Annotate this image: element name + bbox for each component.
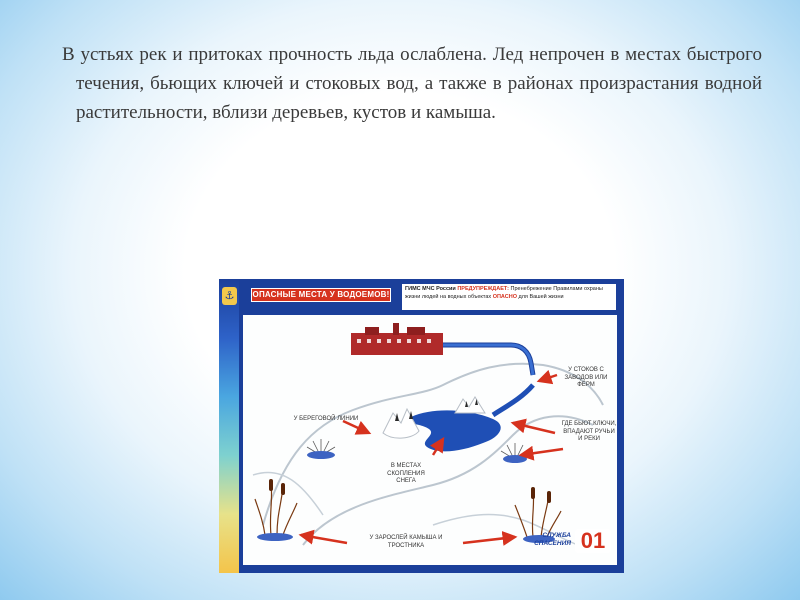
label-springs: ГДЕ БЬЮТ КЛЮЧИ, ВПАДАЮТ РУЧЬИ И РЕКИ bbox=[561, 421, 617, 442]
danger-poster bbox=[219, 279, 624, 573]
notice-danger: ОПАСНО bbox=[492, 294, 517, 300]
rescue-service-badge bbox=[527, 529, 611, 557]
poster-title: ОПАСНЫЕ МЕСТА У ВОДОЕМОВ! bbox=[251, 288, 391, 302]
poster-illustration bbox=[243, 315, 617, 565]
notice-warn: ПРЕДУПРЕЖДАЕТ: bbox=[457, 286, 509, 292]
slide-paragraph: В устьях рек и притоках прочность льда ослаблена. Лед непрочен в местах быстрого течения, бьющих ключей и стоковых вод, а также в районах произрастания водной растительности, вблизи деревьев, кустов и камыша. bbox=[62, 44, 762, 123]
notice-org: ГИМС МЧС России bbox=[405, 286, 456, 292]
notice-text-2: для Вашей жизни bbox=[518, 294, 564, 300]
label-drains: У СТОКОВ С ЗАВОДОВ ИЛИ ФЕРМ bbox=[564, 367, 608, 388]
poster-side-stripe bbox=[219, 279, 239, 573]
notice-text-1: Пренебрежение Правилами охраны жизни людей на водных объектах bbox=[405, 286, 603, 300]
label-snow: В МЕСТАХ СКОПЛЕНИЯ СНЕГА bbox=[387, 463, 425, 484]
service-label: СЛУЖБА СПАСЕНИЯ bbox=[534, 532, 571, 547]
bush-icon bbox=[307, 439, 529, 457]
factory-icon bbox=[351, 323, 443, 355]
anchor-emblem-icon: ⚓ bbox=[222, 287, 237, 305]
service-number: 01 bbox=[575, 529, 611, 553]
poster-notice bbox=[402, 284, 616, 310]
label-shore: У БЕРЕГОВОЙ ЛИНИИ bbox=[293, 416, 359, 422]
label-reeds: У ЗАРОСЛЕЙ КАМЫША И ТРОСТНИКА bbox=[369, 535, 443, 549]
